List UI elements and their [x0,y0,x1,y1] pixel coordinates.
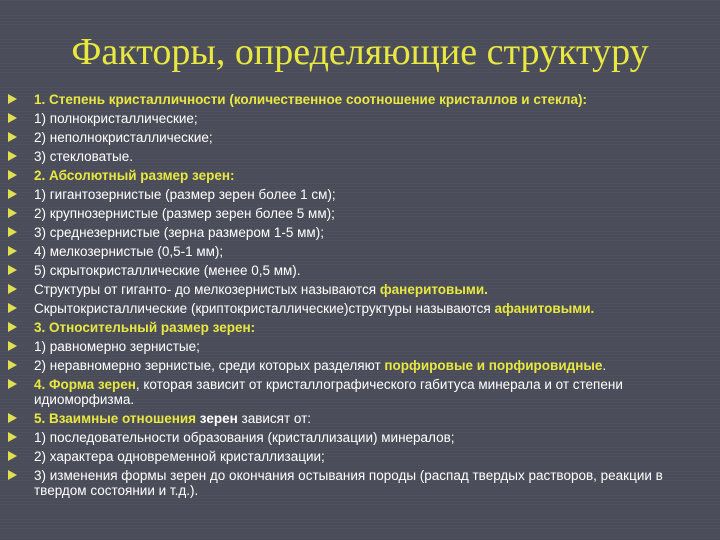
list-item-text: 1) равномерно зернистые; [34,339,200,354]
list-item-text: 1. Степень кристалличности (количественное соотношение кристаллов и стекла): [34,92,587,107]
bullet-arrow-icon [8,208,17,218]
bullet-arrow-icon [8,341,17,351]
list-item-text: 2) характера одновременной кристаллизации; [34,449,325,464]
slide-title: Факторы, определяющие структуру [71,31,649,73]
list-item [8,468,708,498]
list-item-text: порфировые и порфировидные [384,358,603,373]
list-item-text: 3) стекловатые. [34,149,134,164]
list-item-text: зерен [199,411,238,426]
list-item-text: 2. Абсолютный размер зерен: [34,168,235,183]
list-item-text: 5) скрытокристаллические (менее 0,5 мм). [34,263,301,278]
list-item-text: 3. Относительный размер зерен: [34,320,256,335]
list-item-text: зависят от: [237,411,312,426]
bullet-arrow-icon [8,151,17,161]
list-item-text: 4. Форма зерен [34,377,136,392]
list-item [8,339,708,354]
bullet-arrow-icon [8,432,17,442]
list-item-text: 4) мелкозернистые (0,5-1 мм); [34,244,224,259]
bullet-arrow-icon [8,322,17,332]
list-item-text: 1) полнокристаллические; [34,111,198,126]
list-item-text: Скрытокристаллические (криптокристаллические)структуры называются [34,301,495,316]
list-item [8,111,708,126]
bullet-arrow-icon [8,284,17,294]
bullet-arrow-icon [8,451,17,461]
list-item [8,282,708,297]
list-item [8,130,708,145]
list-item-text: 3) изменения формы зерен до окончания остывания породы (распад твердых растворов, реакции в твердом состоянии и т.д.). [34,468,663,498]
bullet-arrow-icon [8,132,17,142]
list-item-text: 2) крупнозернистые (размер зерен более 5 мм); [34,206,335,221]
bullet-arrow-icon [8,470,17,480]
bullet-arrow-icon [8,246,17,256]
bullet-arrow-icon [8,379,17,389]
bullet-arrow-icon [8,94,17,104]
list-item [8,187,708,202]
list-item-text: Структуры от гиганто- до мелкозернистых называются [34,282,380,297]
list-item [8,320,708,335]
list-item [8,411,708,426]
bullet-arrow-icon [8,360,17,370]
list-item-text: . [602,358,607,373]
list-item [8,301,708,316]
list-item [8,225,708,240]
list-item [8,377,708,407]
list-item [8,168,708,183]
list-item-text: 1) гигантозернистые (размер зерен более 1 см); [34,187,336,202]
list-item-text: фанеритовыми. [379,282,488,297]
list-item-text: , которая зависит от кристаллографического габитуса минерала и от степени идиоморфизма. [34,377,623,407]
bullet-arrow-icon [8,227,17,237]
list-item-text: 2) неполнокристаллические; [34,130,213,145]
list-item [8,263,708,278]
list-item-text: 3) среднезернистые (зерна размером 1-5 мм); [34,225,324,240]
bullet-arrow-icon [8,170,17,180]
bullet-arrow-icon [8,189,17,199]
list-item-text: 1) последовательности образования (кристаллизации) минералов; [34,430,455,445]
list-item [8,149,708,164]
list-item [8,244,708,259]
bullet-list [8,92,708,502]
list-item-text: афанитовыми. [494,301,595,316]
bullet-arrow-icon [8,413,17,423]
list-item [8,92,708,107]
bullet-arrow-icon [8,303,17,313]
bullet-arrow-icon [8,265,17,275]
list-item [8,206,708,221]
list-item [8,358,708,373]
list-item [8,449,708,464]
list-item-text: 5. Взаимные отношения [34,411,200,426]
list-item-text: 2) неравномерно зернистые, среди которых разделяют [34,358,385,373]
list-item [8,430,708,445]
bullet-arrow-icon [8,113,17,123]
